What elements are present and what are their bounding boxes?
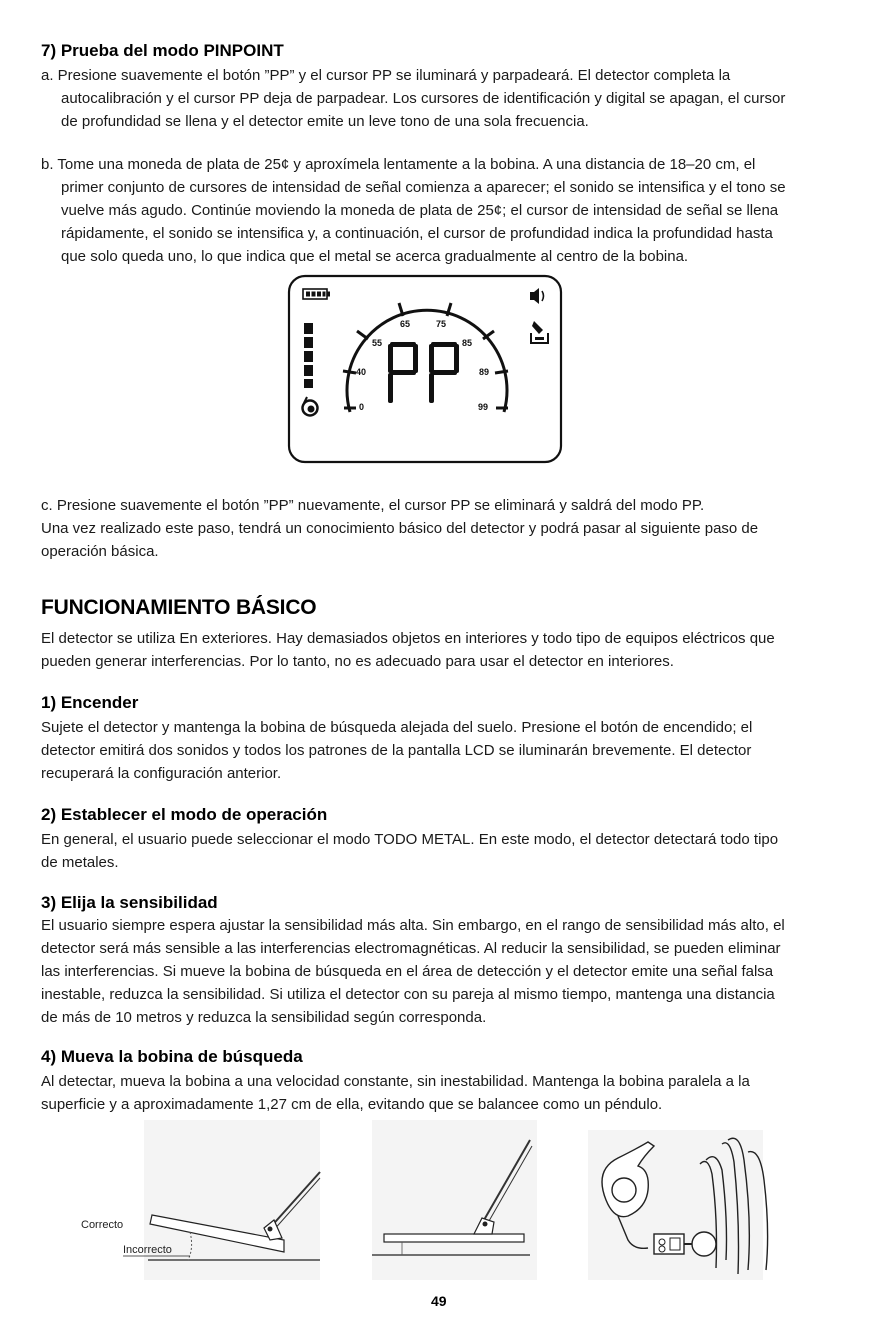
step-3-line-4: inestable, reduzca la sensibilidad. Si utiliza el detector con su pareja al mismo tiempo, mantenga una distancia (41, 986, 775, 1003)
lcd-display-illustration (286, 273, 564, 465)
basic-intro-line-2: pueden generar interferencias. Por lo tanto, no es adecuado para usar el detector en interiores. (41, 653, 674, 670)
step-b-line-4: rápidamente, el sonido se intensifica y, a continuación, el cursor de profundidad indica la profundidad hasta (61, 225, 773, 242)
step-3-line-3: las interferencias. Si mueve la bobina de búsqueda en el área de detección y el detector emite una señal falsa (41, 963, 774, 980)
step-4-line-2: superficie y a aproximadamente 1,27 cm de ella, evitando que se balancee como un péndulo. (41, 1096, 663, 1113)
step-1-line-1: Sujete el detector y mantenga la bobina de búsqueda alejada del suelo. Presione el botón de encendido; el (41, 719, 753, 736)
step-a-line-1: a. Presione suavemente el botón ”PP” y el cursor PP se iluminará y parpadeará. El detector completa la (41, 67, 731, 84)
step-b-line-5: que solo queda uno, lo que indica que el metal se acerca gradualmente al centro de la bobina. (61, 248, 689, 265)
step-c-line: c. Presione suavemente el botón ”PP” nuevamente, el cursor PP se eliminará y saldrá del modo PP. (41, 497, 705, 514)
step-3-line-2: detector será más sensible a las interferencias electromagnéticas. Al reducir la sensibilidad, se pueden eliminar (41, 940, 781, 957)
after-line-1: Una vez realizado este paso, tendrá un conocimiento básico del detector y podrá pasar al siguiente paso de (41, 520, 759, 537)
step-b-line-1: b. Tome una moneda de plata de 25¢ y aproxímela lentamente a la bobina. A una distancia de 18–20 cm, el (41, 156, 756, 173)
coil-parallel-figure (372, 1120, 537, 1280)
page-number: 49 (431, 1293, 447, 1309)
correct-label: Correcto (81, 1219, 124, 1231)
step-4-line-1: Al detectar, mueva la bobina a una velocidad constante, sin inestabilidad. Mantenga la bobina paralela a la (41, 1073, 750, 1090)
scale-label-0: 0 (359, 402, 365, 412)
coil-angle-figure (78, 1120, 328, 1280)
scale-label-99: 99 (478, 402, 489, 412)
step-a-line-3: de profundidad se llena y el detector emite un leve tono de una sola frecuencia. (61, 113, 589, 130)
step-2-line-2: de metales. (41, 854, 119, 871)
section-7-title: 7) Prueba del modo PINPOINT (41, 41, 284, 60)
after-line-2: operación básica. (41, 543, 159, 560)
basic-intro-line-1: El detector se utiliza En exteriores. Hay demasiados objetos en interiores y todo tipo de equipos eléctricos que (41, 630, 775, 647)
step-3-line-5: de más de 10 metros y reduzca la sensibilidad según corresponda. (41, 1009, 487, 1026)
scale-label-55: 55 (372, 338, 383, 348)
step-b-line-2: primer conjunto de cursores de intensidad de señal comienza a aparecer; el sonido se intensifica y el tono se (61, 179, 786, 196)
step-3-line-1: El usuario siempre espera ajustar la sensibilidad más alta. Sin embargo, en el rango de sensibilidad más alto, el (41, 917, 785, 934)
step-1-line-2: detector emitirá dos sonidos y todos los patrones de la pantalla LCD se iluminarán brevemente. El detector (41, 742, 752, 759)
step-2-title: 2) Establecer el modo de operación (41, 805, 328, 824)
step-3-title: 3) Elija la sensibilidad (41, 893, 218, 912)
scale-label-75: 75 (436, 319, 447, 329)
sweep-motion-figure (588, 1130, 783, 1280)
step-4-title: 4) Mueva la bobina de búsqueda (41, 1047, 303, 1066)
basic-operation-title: FUNCIONAMIENTO BÁSICO (41, 596, 317, 619)
scale-label-85: 85 (462, 338, 473, 348)
scale-label-89: 89 (479, 367, 490, 377)
incorrect-label: Incorrecto (123, 1244, 172, 1256)
scale-label-40: 40 (356, 367, 367, 377)
step-1-line-3: recuperará la configuración anterior. (41, 765, 282, 782)
step-1-title: 1) Encender (41, 693, 139, 712)
step-a-line-2: autocalibración y el cursor PP deja de parpadear. Los cursores de identificación y digital se apagan, el cursor (61, 90, 786, 107)
scale-label-65: 65 (400, 319, 411, 329)
step-b-line-3: vuelve más agudo. Continúe moviendo la moneda de plata de 25¢; el cursor de intensidad de señal se llena (61, 202, 779, 219)
step-2-line-1: En general, el usuario puede seleccionar el modo TODO METAL. En este modo, el detector detectará todo tipo (41, 831, 779, 848)
